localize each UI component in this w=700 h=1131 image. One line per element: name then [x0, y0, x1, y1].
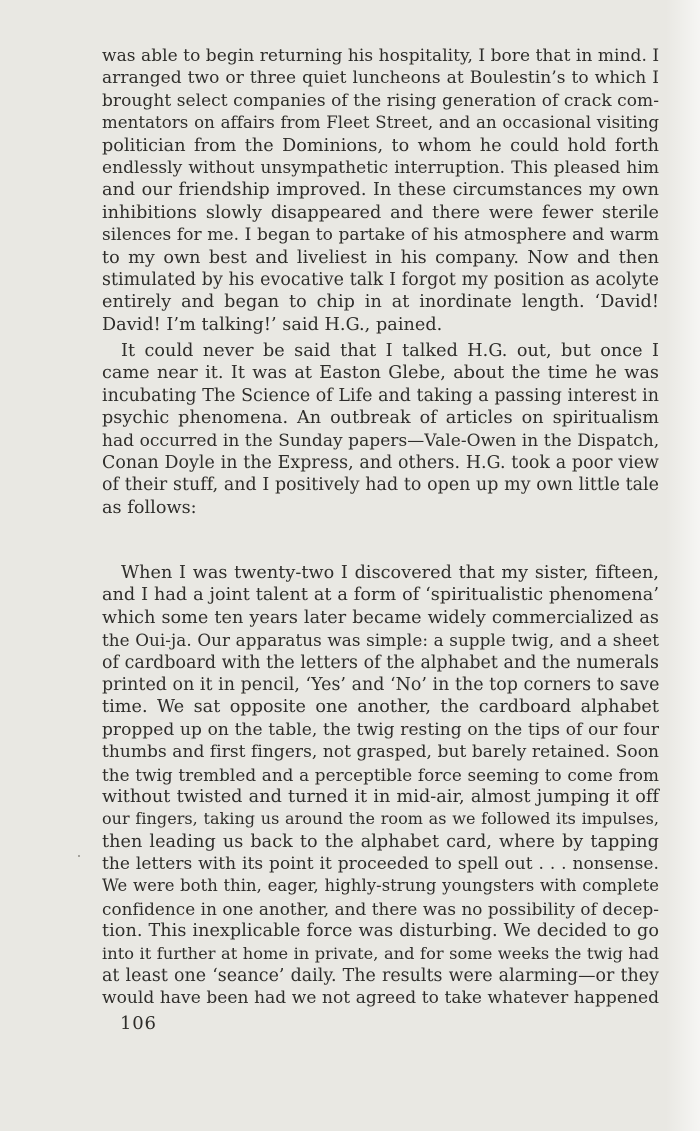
- text-line: came near it. It was at Easton Glebe, about the time he was: [102, 363, 659, 384]
- page-number: 106: [120, 1013, 157, 1034]
- text-line: When I was twenty-two I discovered that my sister, fifteen,: [121, 563, 659, 583]
- text-line: into it further at home in private, and for some weeks the twig had: [102, 943, 659, 963]
- text-line: propped up on the table, the twig resting on the tips of our four: [102, 719, 659, 740]
- text-line: thumbs and first fingers, not grasped, but barely retained. Soon: [102, 742, 659, 763]
- text-line: which some ten years later became widely commercialized as: [102, 607, 659, 628]
- text-line: our fingers, taking us around the room as we followed its impulses,: [102, 809, 659, 829]
- text-line: to my own best and liveliest in his company. Now and then: [102, 247, 659, 268]
- text-line: would have been had we not agreed to take whatever happened: [102, 988, 659, 1009]
- text-line: confidence in one another, and there was no possibility of decep-: [102, 898, 659, 919]
- text-line: then leading us back to the alphabet card, where by tapping: [102, 831, 659, 852]
- text-line: incubating The Science of Life and taking a passing interest in: [102, 385, 659, 406]
- text-line: the twig trembled and a perceptible force seeming to come from: [102, 764, 659, 785]
- paragraph-tale: [102, 562, 659, 1010]
- margin-speck: [78, 855, 80, 857]
- text-line: had occurred in the Sunday papers—Vale-Owen in the Dispatch,: [102, 430, 660, 451]
- text-line: psychic phenomena. An outbreak of articles on spiritualism: [102, 408, 659, 429]
- text-line: We were both thin, eager, highly-strung youngsters with complete: [102, 876, 659, 896]
- text-line: It could never be said that I talked H.G. out, but once I: [121, 341, 659, 361]
- text-line: David! I’m talking!’ said H.G., pained.: [102, 314, 443, 335]
- page-edge-highlight: [666, 0, 700, 1131]
- text-line: tion. This inexplicable force was disturbing. We decided to go: [102, 921, 659, 942]
- text-line: and I had a joint talent at a form of ‘spiritualistic phenomena’: [102, 585, 659, 606]
- text-line: as follows:: [102, 497, 197, 518]
- text-line: and our friendship improved. In these circumstances my own: [102, 180, 659, 201]
- text-line: arranged two or three quiet luncheons at Boulestin’s to which I: [102, 68, 659, 89]
- text-line: without twisted and turned it in mid-air, almost jumping it off: [102, 786, 659, 807]
- text-line: stimulated by his evocative talk I forgot my position as acolyte: [102, 269, 659, 290]
- text-line: was able to begin returning his hospitality, I bore that in mind. I: [102, 46, 660, 66]
- text-line: brought select companies of the rising generation of crack com-: [102, 90, 659, 111]
- text-line: silences for me. I began to partake of his atmosphere and warm: [102, 225, 659, 246]
- text-line: politician from the Dominions, to whom he could hold forth: [102, 135, 659, 156]
- text-line: entirely and began to chip in at inordinate length. ‘David!: [102, 292, 659, 313]
- text-line: endlessly without unsympathetic interruption. This pleased him: [102, 157, 659, 178]
- text-line: time. We sat opposite one another, the cardboard alphabet: [102, 697, 659, 718]
- text-line: the letters with its point it proceeded to spell out . . . nonsense.: [102, 854, 659, 875]
- text-line: at least one ‘seance’ daily. The results were alarming—or they: [102, 966, 659, 987]
- text-line: of their stuff, and I positively had to open up my own little tale: [102, 475, 659, 496]
- text-line: of cardboard with the letters of the alphabet and the numerals: [102, 652, 659, 673]
- paragraph-easton-glebe: [102, 340, 659, 519]
- text-line: Conan Doyle in the Express, and others. H.G. took a poor view: [102, 452, 659, 473]
- text-line: inhibitions slowly disappeared and there were fewer sterile: [102, 202, 659, 223]
- text-line: the Oui-ja. Our apparatus was simple: a supple twig, and a sheet: [102, 630, 659, 651]
- text-line: mentators on affairs from Fleet Street, and an occasional visiting: [102, 113, 659, 133]
- text-line: printed on it in pencil, ‘Yes’ and ‘No’ in the top corners to save: [102, 674, 660, 695]
- paragraph-opening: [102, 45, 659, 336]
